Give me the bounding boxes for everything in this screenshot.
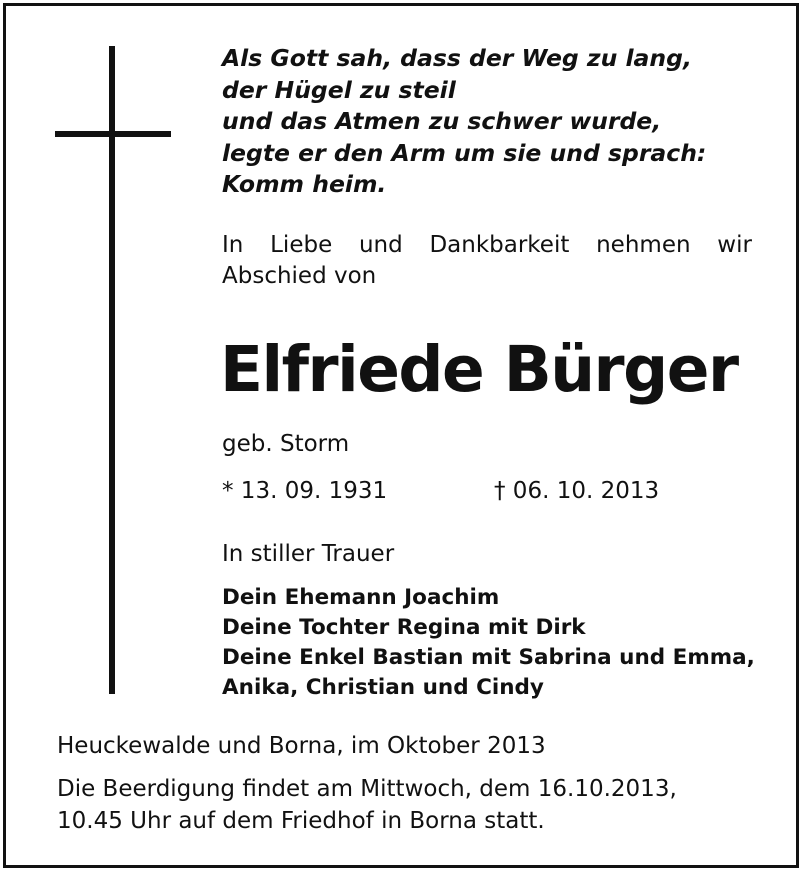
family-list [222,583,755,703]
funeral-line: Die Beerdigung findet am Mittwoch, dem 16.10.2013, [57,776,677,802]
poem-line: Komm heim. [222,170,387,198]
death-date: † 06. 10. 2013 [494,478,660,504]
cross-icon-horizontal-bar [55,131,171,137]
poem-line: Als Gott sah, dass der Weg zu lang, [222,44,692,72]
intro-line-1 [222,230,752,261]
intro-word: Liebe [270,232,333,258]
obituary-notice [3,3,799,868]
intro-word: und [358,232,403,258]
cross-icon-vertical-bar [109,46,115,694]
intro-word: nehmen [596,232,691,258]
intro-text [222,230,752,292]
family-line: Anika, Christian und Cindy [222,675,544,700]
birth-date: * 13. 09. 1931 [222,478,388,504]
family-line: Deine Tochter Regina mit Dirk [222,615,586,640]
funeral-line: 10.45 Uhr auf dem Friedhof in Borna statt. [57,808,545,834]
mourning-label: In stiller Trauer [222,541,395,567]
funeral-info [57,773,677,837]
family-line: Dein Ehemann Joachim [222,585,500,610]
place-and-date: Heuckewalde und Borna, im Oktober 2013 [57,733,546,759]
intro-word: wir [717,232,752,258]
deceased-name: Elfriede Bürger [220,333,738,406]
poem-line: legte er den Arm um sie und sprach: [222,138,707,167]
intro-word: In [222,232,244,258]
family-line: Deine Enkel Bastian mit Sabrina und Emma, [222,645,755,670]
maiden-name: geb. Storm [222,431,350,457]
poem [222,43,706,201]
poem-line: und das Atmen zu schwer wurde, [222,107,662,135]
poem-line: der Hügel zu steil [222,75,456,104]
intro-word: Dankbarkeit [429,232,570,258]
intro-line-2: Abschied von [222,263,377,289]
